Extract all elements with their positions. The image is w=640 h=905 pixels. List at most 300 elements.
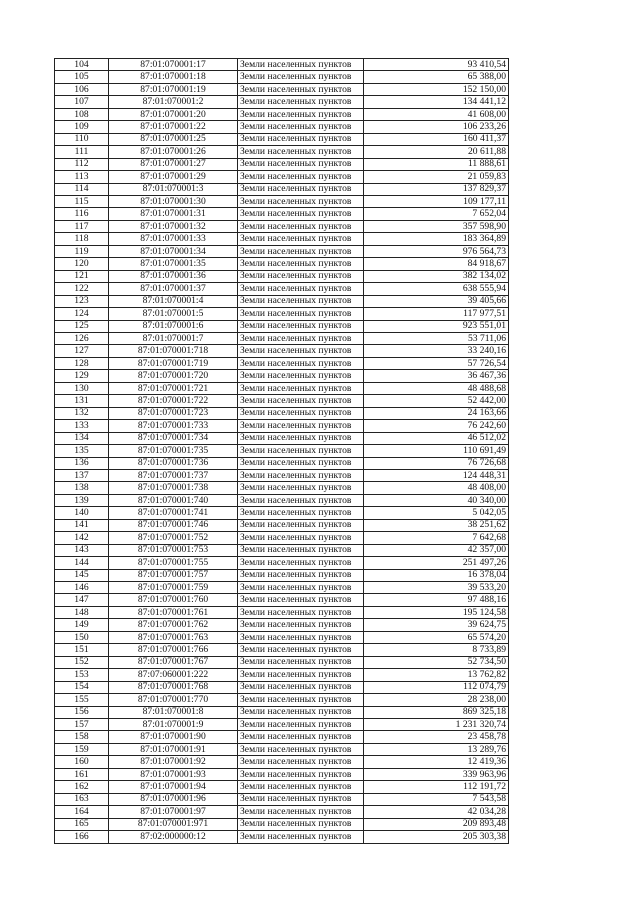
cadastral-number-cell: 87:01:070001:718 (109, 345, 238, 357)
row-number-cell: 161 (55, 768, 109, 780)
row-number-cell: 152 (55, 656, 109, 668)
row-number-cell: 166 (55, 831, 109, 843)
cadastral-value-cell: 209 893,48 (364, 818, 509, 830)
land-category-cell: Земли населенных пунктов (238, 308, 364, 320)
cadastral-value-cell: 382 134,02 (364, 270, 509, 282)
table-row (55, 743, 509, 755)
cadastral-number-cell: 87:01:070001:971 (109, 818, 238, 830)
cadastral-number-cell: 87:01:070001:26 (109, 146, 238, 158)
land-category-cell: Земли населенных пунктов (238, 731, 364, 743)
cadastral-value-cell: 160 411,37 (364, 133, 509, 145)
table-row (55, 233, 509, 245)
row-number-cell: 144 (55, 557, 109, 569)
cadastral-number-cell: 87:01:070001:96 (109, 793, 238, 805)
cadastral-number-cell: 87:01:070001:3 (109, 183, 238, 195)
row-number-cell: 127 (55, 345, 109, 357)
table-row (55, 818, 509, 830)
row-number-cell: 163 (55, 793, 109, 805)
table-row (55, 656, 509, 668)
land-category-cell: Земли населенных пунктов (238, 557, 364, 569)
cadastral-number-cell: 87:01:070001:722 (109, 395, 238, 407)
land-category-cell: Земли населенных пунктов (238, 756, 364, 768)
cadastral-value-cell: 5 042,05 (364, 507, 509, 519)
cadastral-number-cell: 87:01:070001:29 (109, 171, 238, 183)
cadastral-number-cell: 87:01:070001:33 (109, 233, 238, 245)
row-number-cell: 106 (55, 83, 109, 95)
table-row (55, 756, 509, 768)
cadastral-number-cell: 87:01:070001:738 (109, 482, 238, 494)
row-number-cell: 153 (55, 669, 109, 681)
table-row (55, 208, 509, 220)
table-row (55, 295, 509, 307)
cadastral-value-cell: 7 642,68 (364, 532, 509, 544)
cadastral-number-cell: 87:01:070001:2 (109, 96, 238, 108)
cadastral-number-cell: 87:01:070001:733 (109, 420, 238, 432)
cadastral-number-cell: 87:01:070001:92 (109, 756, 238, 768)
cadastral-value-cell: 8 733,89 (364, 644, 509, 656)
table-row (55, 420, 509, 432)
cadastral-number-cell: 87:01:070001:7 (109, 332, 238, 344)
cadastral-number-cell: 87:01:070001:721 (109, 382, 238, 394)
row-number-cell: 149 (55, 619, 109, 631)
cadastral-value-cell: 20 611,88 (364, 146, 509, 158)
table-row (55, 731, 509, 743)
land-category-cell: Земли населенных пунктов (238, 582, 364, 594)
row-number-cell: 118 (55, 233, 109, 245)
cadastral-number-cell: 87:01:070001:719 (109, 357, 238, 369)
land-category-cell: Земли населенных пунктов (238, 719, 364, 731)
cadastral-value-cell: 53 711,06 (364, 332, 509, 344)
row-number-cell: 117 (55, 220, 109, 232)
table-row (55, 669, 509, 681)
cadastral-number-cell: 87:01:070001:736 (109, 457, 238, 469)
row-number-cell: 140 (55, 507, 109, 519)
land-category-cell: Земли населенных пунктов (238, 158, 364, 170)
table-row (55, 245, 509, 257)
cadastral-number-cell: 87:01:070001:741 (109, 507, 238, 519)
land-category-cell: Земли населенных пунктов (238, 594, 364, 606)
table-row (55, 519, 509, 531)
cadastral-number-cell: 87:01:070001:770 (109, 694, 238, 706)
cadastral-number-cell: 87:01:070001:9 (109, 719, 238, 731)
table-row (55, 432, 509, 444)
cadastral-value-cell: 134 441,12 (364, 96, 509, 108)
row-number-cell: 156 (55, 706, 109, 718)
table-row (55, 407, 509, 419)
cadastral-number-cell: 87:01:070001:97 (109, 806, 238, 818)
row-number-cell: 126 (55, 332, 109, 344)
land-category-cell: Земли населенных пунктов (238, 171, 364, 183)
row-number-cell: 143 (55, 544, 109, 556)
cadastral-number-cell: 87:01:070001:35 (109, 258, 238, 270)
land-category-cell: Земли населенных пунктов (238, 494, 364, 506)
land-category-cell: Земли населенных пунктов (238, 59, 364, 71)
cadastral-value-cell: 183 364,89 (364, 233, 509, 245)
land-category-cell: Земли населенных пунктов (238, 768, 364, 780)
row-number-cell: 130 (55, 382, 109, 394)
land-category-cell: Земли населенных пунктов (238, 569, 364, 581)
table-row (55, 532, 509, 544)
cadastral-value-cell: 124 448,31 (364, 469, 509, 481)
cadastral-value-cell: 638 555,94 (364, 283, 509, 295)
row-number-cell: 132 (55, 407, 109, 419)
cadastral-value-cell: 65 388,00 (364, 71, 509, 83)
land-category-cell: Земли населенных пунктов (238, 606, 364, 618)
land-category-cell: Земли населенных пунктов (238, 457, 364, 469)
cadastral-number-cell: 87:01:070001:760 (109, 594, 238, 606)
cadastral-number-cell: 87:01:070001:734 (109, 432, 238, 444)
table-row (55, 220, 509, 232)
cadastral-value-cell: 117 977,51 (364, 308, 509, 320)
cadastral-number-cell: 87:01:070001:762 (109, 619, 238, 631)
land-category-cell: Земли населенных пунктов (238, 831, 364, 843)
cadastral-number-cell: 87:01:070001:768 (109, 681, 238, 693)
land-category-cell: Земли населенных пунктов (238, 781, 364, 793)
cadastral-value-cell: 11 888,61 (364, 158, 509, 170)
cadastral-value-cell: 7 652,04 (364, 208, 509, 220)
table-row (55, 59, 509, 71)
cadastral-value-cell: 251 497,26 (364, 557, 509, 569)
land-category-cell: Земли населенных пунктов (238, 295, 364, 307)
table-row (55, 146, 509, 158)
cadastral-number-cell: 87:01:070001:31 (109, 208, 238, 220)
cadastral-number-cell: 87:01:070001:27 (109, 158, 238, 170)
row-number-cell: 155 (55, 694, 109, 706)
land-category-cell: Земли населенных пунктов (238, 108, 364, 120)
row-number-cell: 129 (55, 370, 109, 382)
cadastral-value-cell: 195 124,58 (364, 606, 509, 618)
cadastral-value-cell: 28 238,00 (364, 694, 509, 706)
cadastral-number-cell: 87:01:070001:25 (109, 133, 238, 145)
row-number-cell: 124 (55, 308, 109, 320)
table-row (55, 158, 509, 170)
table-row (55, 183, 509, 195)
row-number-cell: 136 (55, 457, 109, 469)
row-number-cell: 107 (55, 96, 109, 108)
table-row (55, 83, 509, 95)
land-category-cell: Земли населенных пунктов (238, 370, 364, 382)
row-number-cell: 131 (55, 395, 109, 407)
row-number-cell: 164 (55, 806, 109, 818)
table-row (55, 507, 509, 519)
land-category-cell: Земли населенных пунктов (238, 793, 364, 805)
table-row (55, 806, 509, 818)
cadastral-value-cell: 48 488,68 (364, 382, 509, 394)
land-category-cell: Земли населенных пунктов (238, 320, 364, 332)
land-category-cell: Земли населенных пунктов (238, 432, 364, 444)
cadastral-value-cell: 1 231 320,74 (364, 719, 509, 731)
land-category-cell: Земли населенных пунктов (238, 208, 364, 220)
land-category-cell: Земли населенных пунктов (238, 743, 364, 755)
cadastral-number-cell: 87:01:070001:735 (109, 445, 238, 457)
row-number-cell: 120 (55, 258, 109, 270)
table-row (55, 644, 509, 656)
cadastral-value-cell: 39 624,75 (364, 619, 509, 631)
cadastral-value-cell: 112 074,79 (364, 681, 509, 693)
cadastral-value-cell: 93 410,54 (364, 59, 509, 71)
cadastral-number-cell: 87:01:070001:723 (109, 407, 238, 419)
cadastral-value-cell: 7 543,58 (364, 793, 509, 805)
row-number-cell: 141 (55, 519, 109, 531)
table-row (55, 706, 509, 718)
cadastral-value-cell: 112 191,72 (364, 781, 509, 793)
row-number-cell: 133 (55, 420, 109, 432)
row-number-cell: 104 (55, 59, 109, 71)
table-row (55, 494, 509, 506)
row-number-cell: 123 (55, 295, 109, 307)
cadastral-value-cell: 84 918,67 (364, 258, 509, 270)
table-row (55, 96, 509, 108)
cadastral-value-cell: 357 598,90 (364, 220, 509, 232)
cadastral-number-cell: 87:01:070001:759 (109, 582, 238, 594)
table-row (55, 171, 509, 183)
row-number-cell: 134 (55, 432, 109, 444)
cadastral-value-cell: 13 289,76 (364, 743, 509, 755)
row-number-cell: 157 (55, 719, 109, 731)
land-category-cell: Земли населенных пунктов (238, 507, 364, 519)
cadastral-number-cell: 87:01:070001:6 (109, 320, 238, 332)
table-row (55, 594, 509, 606)
row-number-cell: 148 (55, 606, 109, 618)
row-number-cell: 146 (55, 582, 109, 594)
land-category-cell: Земли населенных пунктов (238, 681, 364, 693)
cadastral-value-cell: 36 467,36 (364, 370, 509, 382)
cadastral-number-cell: 87:01:070001:90 (109, 731, 238, 743)
table-row (55, 195, 509, 207)
row-number-cell: 119 (55, 245, 109, 257)
row-number-cell: 151 (55, 644, 109, 656)
cadastral-value-cell: 76 242,60 (364, 420, 509, 432)
cadastral-value-cell: 42 034,28 (364, 806, 509, 818)
row-number-cell: 114 (55, 183, 109, 195)
table-row (55, 544, 509, 556)
cadastral-value-cell: 339 963,96 (364, 768, 509, 780)
cadastral-number-cell: 87:01:070001:17 (109, 59, 238, 71)
cadastral-number-cell: 87:02:000000:12 (109, 831, 238, 843)
cadastral-number-cell: 87:01:070001:94 (109, 781, 238, 793)
cadastral-number-cell: 87:01:070001:30 (109, 195, 238, 207)
row-number-cell: 122 (55, 283, 109, 295)
cadastral-value-cell: 869 325,18 (364, 706, 509, 718)
table-row (55, 395, 509, 407)
land-registry-table (54, 58, 509, 844)
cadastral-number-cell: 87:01:070001:91 (109, 743, 238, 755)
row-number-cell: 121 (55, 270, 109, 282)
table-row (55, 382, 509, 394)
row-number-cell: 116 (55, 208, 109, 220)
table-body (55, 59, 509, 844)
land-category-cell: Земли населенных пунктов (238, 395, 364, 407)
row-number-cell: 128 (55, 357, 109, 369)
cadastral-value-cell: 52 734,50 (364, 656, 509, 668)
cadastral-value-cell: 76 726,68 (364, 457, 509, 469)
cadastral-number-cell: 87:01:070001:755 (109, 557, 238, 569)
land-category-cell: Земли населенных пунктов (238, 220, 364, 232)
cadastral-number-cell: 87:01:070001:767 (109, 656, 238, 668)
row-number-cell: 112 (55, 158, 109, 170)
row-number-cell: 109 (55, 121, 109, 133)
table-row (55, 469, 509, 481)
land-category-cell: Земли населенных пунктов (238, 283, 364, 295)
table-row (55, 108, 509, 120)
land-category-cell: Земли населенных пунктов (238, 445, 364, 457)
table-row (55, 457, 509, 469)
land-category-cell: Земли населенных пунктов (238, 195, 364, 207)
land-category-cell: Земли населенных пунктов (238, 332, 364, 344)
row-number-cell: 138 (55, 482, 109, 494)
cadastral-number-cell: 87:01:070001:34 (109, 245, 238, 257)
cadastral-number-cell: 87:01:070001:763 (109, 631, 238, 643)
land-category-cell: Земли населенных пунктов (238, 146, 364, 158)
cadastral-value-cell: 21 059,83 (364, 171, 509, 183)
cadastral-number-cell: 87:01:070001:19 (109, 83, 238, 95)
table-row (55, 133, 509, 145)
cadastral-number-cell: 87:07:060001:222 (109, 669, 238, 681)
land-category-cell: Земли населенных пунктов (238, 183, 364, 195)
table-row (55, 831, 509, 843)
land-category-cell: Земли населенных пунктов (238, 83, 364, 95)
table-row (55, 793, 509, 805)
land-category-cell: Земли населенных пунктов (238, 420, 364, 432)
land-category-cell: Земли населенных пунктов (238, 345, 364, 357)
land-category-cell: Земли населенных пунктов (238, 532, 364, 544)
cadastral-value-cell: 205 303,38 (364, 831, 509, 843)
land-category-cell: Земли населенных пунктов (238, 357, 364, 369)
cadastral-number-cell: 87:01:070001:753 (109, 544, 238, 556)
row-number-cell: 111 (55, 146, 109, 158)
land-category-cell: Земли населенных пунктов (238, 644, 364, 656)
table-row (55, 781, 509, 793)
table-row (55, 606, 509, 618)
cadastral-number-cell: 87:01:070001:18 (109, 71, 238, 83)
land-category-cell: Земли населенных пунктов (238, 656, 364, 668)
land-category-cell: Земли населенных пунктов (238, 407, 364, 419)
land-category-cell: Земли населенных пунктов (238, 806, 364, 818)
table-row (55, 768, 509, 780)
cadastral-value-cell: 38 251,62 (364, 519, 509, 531)
land-category-cell: Земли населенных пунктов (238, 469, 364, 481)
row-number-cell: 115 (55, 195, 109, 207)
table-row (55, 631, 509, 643)
land-category-cell: Земли населенных пунктов (238, 519, 364, 531)
table-row (55, 320, 509, 332)
cadastral-value-cell: 976 564,73 (364, 245, 509, 257)
table-row (55, 332, 509, 344)
row-number-cell: 105 (55, 71, 109, 83)
table-row (55, 482, 509, 494)
table-row (55, 308, 509, 320)
land-category-cell: Земли населенных пунктов (238, 270, 364, 282)
land-category-cell: Земли населенных пунктов (238, 669, 364, 681)
cadastral-value-cell: 24 163,66 (364, 407, 509, 419)
cadastral-value-cell: 97 488,16 (364, 594, 509, 606)
row-number-cell: 137 (55, 469, 109, 481)
table-row (55, 619, 509, 631)
land-category-cell: Земли населенных пунктов (238, 631, 364, 643)
row-number-cell: 145 (55, 569, 109, 581)
cadastral-value-cell: 65 574,20 (364, 631, 509, 643)
cadastral-value-cell: 152 150,00 (364, 83, 509, 95)
table-row (55, 719, 509, 731)
cadastral-value-cell: 109 177,11 (364, 195, 509, 207)
cadastral-value-cell: 33 240,16 (364, 345, 509, 357)
row-number-cell: 139 (55, 494, 109, 506)
cadastral-value-cell: 42 357,00 (364, 544, 509, 556)
row-number-cell: 159 (55, 743, 109, 755)
cadastral-value-cell: 23 458,78 (364, 731, 509, 743)
row-number-cell: 147 (55, 594, 109, 606)
land-category-cell: Земли населенных пунктов (238, 96, 364, 108)
table-row (55, 283, 509, 295)
land-category-cell: Земли населенных пунктов (238, 245, 364, 257)
cadastral-number-cell: 87:01:070001:757 (109, 569, 238, 581)
table-row (55, 445, 509, 457)
cadastral-number-cell: 87:01:070001:8 (109, 706, 238, 718)
land-category-cell: Земли населенных пунктов (238, 133, 364, 145)
land-category-cell: Земли населенных пунктов (238, 694, 364, 706)
cadastral-number-cell: 87:01:070001:740 (109, 494, 238, 506)
cadastral-number-cell: 87:01:070001:761 (109, 606, 238, 618)
cadastral-value-cell: 48 408,00 (364, 482, 509, 494)
cadastral-value-cell: 39 405,66 (364, 295, 509, 307)
cadastral-value-cell: 39 533,20 (364, 582, 509, 594)
cadastral-number-cell: 87:01:070001:93 (109, 768, 238, 780)
land-category-cell: Земли населенных пунктов (238, 706, 364, 718)
row-number-cell: 150 (55, 631, 109, 643)
cadastral-number-cell: 87:01:070001:37 (109, 283, 238, 295)
cadastral-number-cell: 87:01:070001:5 (109, 308, 238, 320)
table-row (55, 270, 509, 282)
cadastral-value-cell: 12 419,36 (364, 756, 509, 768)
cadastral-number-cell: 87:01:070001:737 (109, 469, 238, 481)
table-row (55, 569, 509, 581)
cadastral-value-cell: 137 829,37 (364, 183, 509, 195)
cadastral-value-cell: 16 378,04 (364, 569, 509, 581)
cadastral-value-cell: 41 608,00 (364, 108, 509, 120)
table-row (55, 258, 509, 270)
cadastral-number-cell: 87:01:070001:20 (109, 108, 238, 120)
row-number-cell: 154 (55, 681, 109, 693)
cadastral-value-cell: 106 233,26 (364, 121, 509, 133)
cadastral-number-cell: 87:01:070001:4 (109, 295, 238, 307)
table-row (55, 357, 509, 369)
cadastral-number-cell: 87:01:070001:32 (109, 220, 238, 232)
land-category-cell: Земли населенных пунктов (238, 121, 364, 133)
table-row (55, 345, 509, 357)
table-row (55, 557, 509, 569)
cadastral-number-cell: 87:01:070001:22 (109, 121, 238, 133)
cadastral-number-cell: 87:01:070001:766 (109, 644, 238, 656)
cadastral-value-cell: 110 691,49 (364, 445, 509, 457)
cadastral-value-cell: 40 340,00 (364, 494, 509, 506)
row-number-cell: 108 (55, 108, 109, 120)
cadastral-number-cell: 87:01:070001:36 (109, 270, 238, 282)
table-row (55, 71, 509, 83)
cadastral-number-cell: 87:01:070001:746 (109, 519, 238, 531)
cadastral-value-cell: 923 551,01 (364, 320, 509, 332)
land-category-cell: Земли населенных пунктов (238, 258, 364, 270)
land-category-cell: Земли населенных пунктов (238, 619, 364, 631)
row-number-cell: 125 (55, 320, 109, 332)
table-row (55, 121, 509, 133)
land-category-cell: Земли населенных пунктов (238, 544, 364, 556)
cadastral-value-cell: 57 726,54 (364, 357, 509, 369)
cadastral-value-cell: 13 762,82 (364, 669, 509, 681)
table-row (55, 582, 509, 594)
table-row (55, 694, 509, 706)
land-category-cell: Земли населенных пунктов (238, 233, 364, 245)
row-number-cell: 135 (55, 445, 109, 457)
